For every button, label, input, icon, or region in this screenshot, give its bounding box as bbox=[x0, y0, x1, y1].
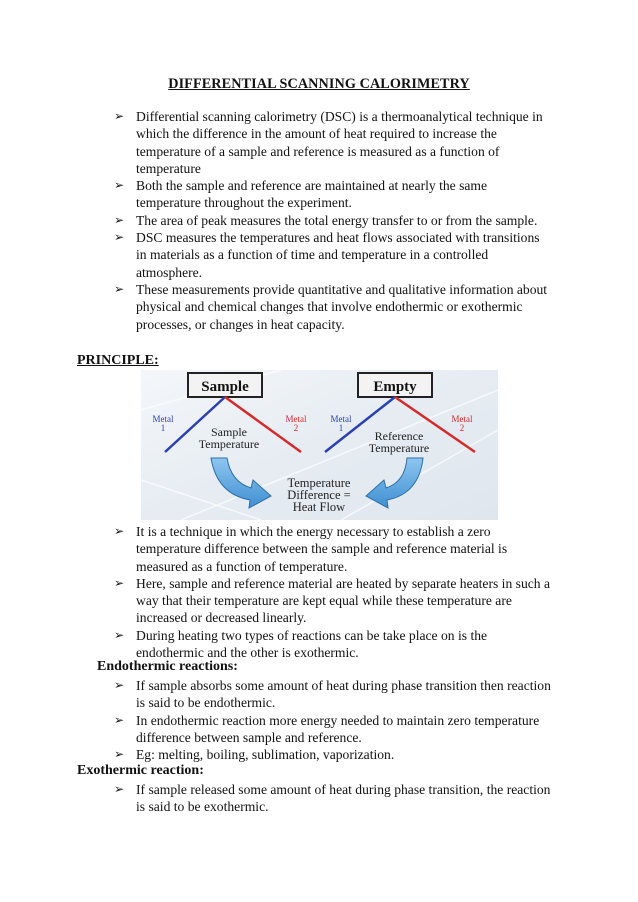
metal2-left-number: 2 bbox=[293, 423, 299, 433]
temp-difference-line1: Temperature bbox=[287, 476, 351, 490]
arrow-bullet-icon: ➢ bbox=[114, 782, 125, 796]
principle-heading: PRINCIPLE: bbox=[77, 353, 159, 368]
list-item: ➢ If sample absorbs some amount of heat during phase transition then reaction is said to be endothermic. bbox=[114, 678, 551, 711]
arrow-bullet-icon: ➢ bbox=[114, 678, 125, 692]
metal2-right-label: Metal bbox=[451, 414, 473, 424]
exothermic-heading: Exothermic reaction: bbox=[77, 763, 204, 778]
list-item: ➢ Eg: melting, boiling, sublimation, vaporization. bbox=[114, 747, 395, 763]
arrow-bullet-icon: ➢ bbox=[114, 627, 125, 642]
list-item: ➢ It is a technique in which the energy necessary to establish a zero temperature difference between the sample and reference material is measured as a function of temperature. bbox=[114, 524, 508, 574]
sample-box-label: Sample bbox=[201, 379, 249, 395]
list-item: ➢ Both the sample and reference are maintained at nearly the same temperature throughout the experiment. bbox=[114, 178, 488, 211]
arrow-bullet-icon: ➢ bbox=[114, 212, 125, 227]
metal1-left-number: 1 bbox=[160, 423, 166, 433]
list-item: ➢ During heating two types of reactions can be take place on is the endothermic and the other is exothermic. bbox=[114, 627, 488, 661]
arrow-bullet-icon: ➢ bbox=[114, 281, 125, 296]
metal2-left-label: Metal bbox=[285, 414, 307, 424]
arrow-bullet-icon: ➢ bbox=[114, 524, 125, 538]
intro-bullet-list bbox=[112, 108, 552, 333]
metal1-right-label: Metal bbox=[330, 414, 352, 424]
arrow-bullet-icon: ➢ bbox=[114, 575, 125, 590]
arrow-bullet-icon: ➢ bbox=[114, 178, 125, 193]
temp-difference-line3: Heat Flow bbox=[292, 500, 346, 514]
endothermic-bullet-list bbox=[112, 677, 552, 763]
arrow-bullet-icon: ➢ bbox=[114, 712, 125, 727]
list-item: ➢ The area of peak measures the total energy transfer to or from the sample. bbox=[114, 212, 538, 228]
list-item: ➢ These measurements provide quantitative and qualitative information about physical and chemical changes that involve endothermic or exothermic processes, or changes in heat capacity. bbox=[114, 281, 548, 332]
dsc-principle-diagram bbox=[141, 370, 498, 520]
sample-temperature-line1: Sample bbox=[211, 425, 247, 439]
metal2-right-number: 2 bbox=[459, 423, 465, 433]
metal1-left-label: Metal bbox=[152, 414, 174, 424]
arrow-bullet-icon: ➢ bbox=[114, 109, 125, 123]
arrow-bullet-icon: ➢ bbox=[114, 747, 125, 762]
page-title: DIFFERENTIAL SCANNING CALORIMETRY bbox=[168, 76, 470, 92]
exothermic-bullet-list bbox=[112, 781, 552, 816]
list-item: ➢ Here, sample and reference material are heated by separate heaters in such a way that their temperature are kept equal while these temperature are increased or decreased linearly. bbox=[114, 575, 550, 626]
reference-temperature-line2: Temperature bbox=[368, 441, 430, 455]
metal1-right-number: 1 bbox=[338, 423, 344, 433]
empty-box-label: Empty bbox=[373, 379, 417, 395]
sample-temperature-line2: Temperature bbox=[198, 437, 260, 451]
principle-bullet-list bbox=[112, 523, 552, 661]
endothermic-heading: Endothermic reactions: bbox=[97, 659, 238, 674]
temp-difference-line2: Difference = bbox=[287, 488, 351, 502]
list-item: ➢ DSC measures the temperatures and heat flows associated with transitions in materials as a function of time and temperature in a controlled atmosphere. bbox=[114, 230, 540, 280]
list-item: ➢ Differential scanning calorimetry (DSC) is a thermoanalytical technique in which the difference in the amount of heat required to increase the temperature of a sample and reference is measured as a function of temperature bbox=[114, 109, 543, 176]
list-item: ➢ If sample released some amount of heat during phase transition, the reaction is said to be exothermic. bbox=[114, 782, 551, 815]
list-item: ➢ In endothermic reaction more energy needed to maintain zero temperature difference between sample and reference. bbox=[114, 712, 540, 745]
reference-temperature-line1: Reference bbox=[374, 429, 424, 443]
arrow-bullet-icon: ➢ bbox=[114, 230, 125, 245]
